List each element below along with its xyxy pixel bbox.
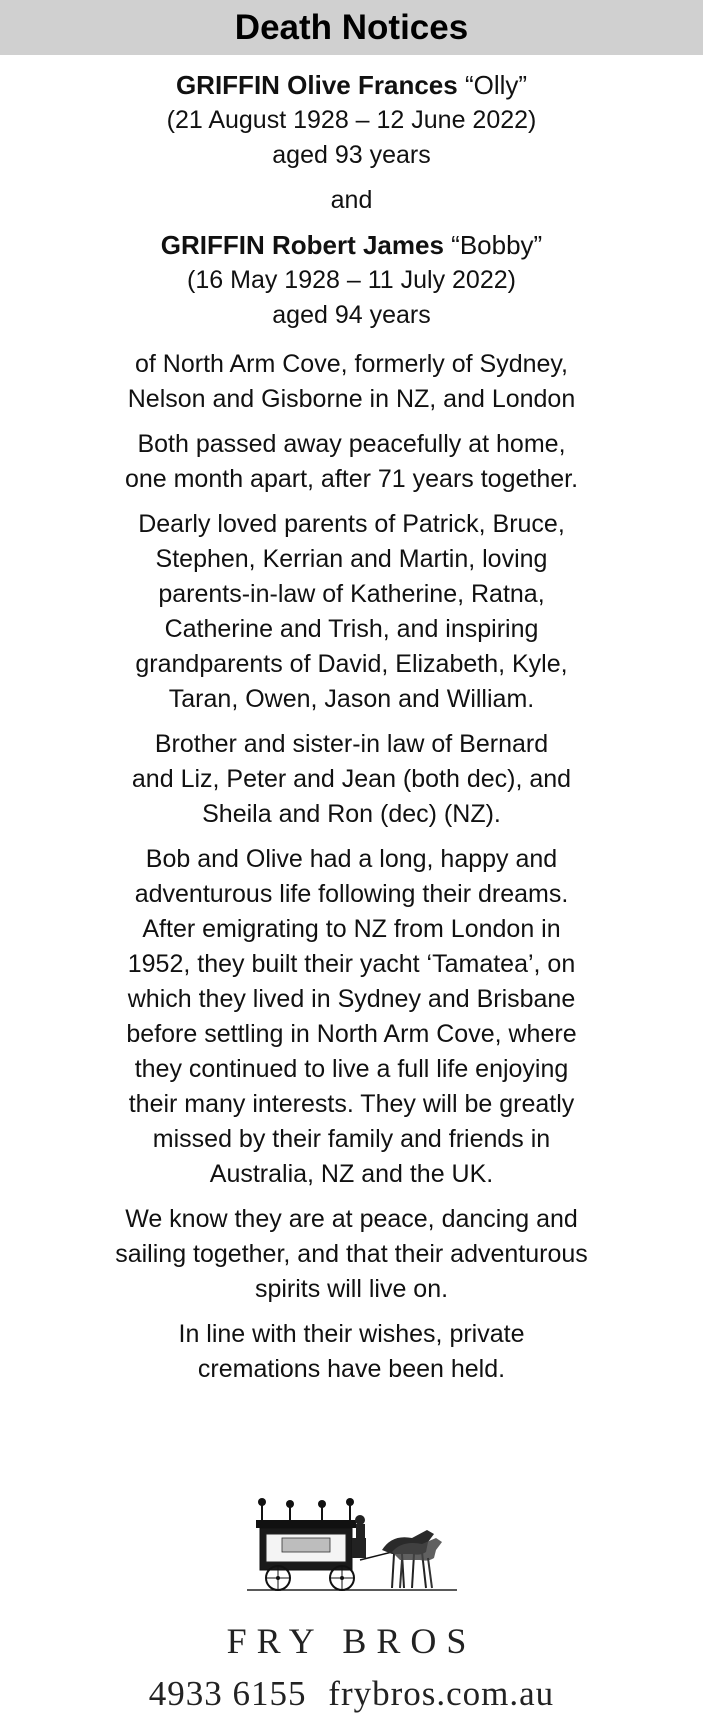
text-line: parents-in-law of Katherine, Ratna, [158,580,545,608]
text-line: Bob and Olive had a long, happy and [145,845,558,873]
person-robert [0,228,703,333]
person-dates: (21 August 1928 – 12 June 2022) [166,106,537,134]
text-line: they continued to live a full life enjoying [134,1055,569,1083]
text-line: Brother and sister-in law of Bernard [154,730,549,758]
website-link[interactable]: frybros.com.au [328,1674,555,1713]
paragraphs [0,347,703,1387]
text-line: sailing together, and that their adventurous [115,1240,588,1268]
paragraph-residence [0,347,703,417]
text-line: Dearly loved parents of Patrick, Bruce, [138,510,565,538]
person-name: GRIFFIN Robert James [160,230,444,260]
text-line: before settling in North Arm Cove, where [126,1020,577,1048]
person-age: aged 94 years [272,301,431,329]
person-age: aged 93 years [272,141,431,169]
funeral-director-name: FRY BROS [226,1621,477,1661]
phone-number: 4933 6155 [148,1674,307,1713]
paragraph-cremation [0,1317,703,1387]
text-line: 1952, they built their yacht ‘Tamatea’, on [127,950,576,978]
person-name-line [0,68,703,103]
text-line: spirits will live on. [254,1275,449,1303]
text-line: which they lived in Sydney and Brisbane [127,985,576,1013]
conjunction: and [330,186,373,214]
paragraph-peace [0,1202,703,1307]
paragraph-life-story [0,842,703,1192]
text-line: Sheila and Ron (dec) (NZ). [202,800,501,828]
person-name-line [0,228,703,263]
person-nickname: “Bobby” [451,230,543,260]
person-dates: (16 May 1928 – 11 July 2022) [187,266,516,294]
text-line: one month apart, after 71 years together. [124,465,579,493]
funeral-director-logo [0,1490,703,1600]
text-line: of North Arm Cove, formerly of Sydney, [134,350,569,378]
text-line: missed by their family and friends in [152,1125,551,1153]
text-line: Nelson and Gisborne in NZ, and London [127,385,576,413]
paragraph-passing [0,427,703,497]
text-line: Taran, Owen, Jason and William. [168,685,535,713]
funeral-director-contact [0,1674,703,1714]
text-line: Australia, NZ and the UK. [209,1160,494,1188]
text-line: their many interests. They will be greatly [128,1090,575,1118]
text-line: We know they are at peace, dancing and [125,1205,578,1233]
text-line: grandparents of David, Elizabeth, Kyle, [135,650,568,678]
person-name: GRIFFIN Olive Frances [175,70,458,100]
paragraph-family [0,507,703,717]
death-notice [0,68,703,1397]
text-line: In line with their wishes, private [178,1320,525,1348]
section-title: Death Notices [234,7,469,47]
text-line: and Liz, Peter and Jean (both dec), and [131,765,572,793]
horse-drawn-hearse-icon [242,1490,462,1600]
person-olive [0,68,703,173]
text-line: After emigrating to NZ from London in [142,915,561,943]
text-line: Both passed away peacefully at home, [137,430,566,458]
text-line: cremations have been held. [197,1355,506,1383]
text-line: adventurous life following their dreams. [134,880,569,908]
person-nickname: “Olly” [464,70,528,100]
section-header [0,0,703,55]
text-line: Catherine and Trish, and inspiring [164,615,539,643]
paragraph-siblings [0,727,703,832]
text-line: Stephen, Kerrian and Martin, loving [155,545,548,573]
